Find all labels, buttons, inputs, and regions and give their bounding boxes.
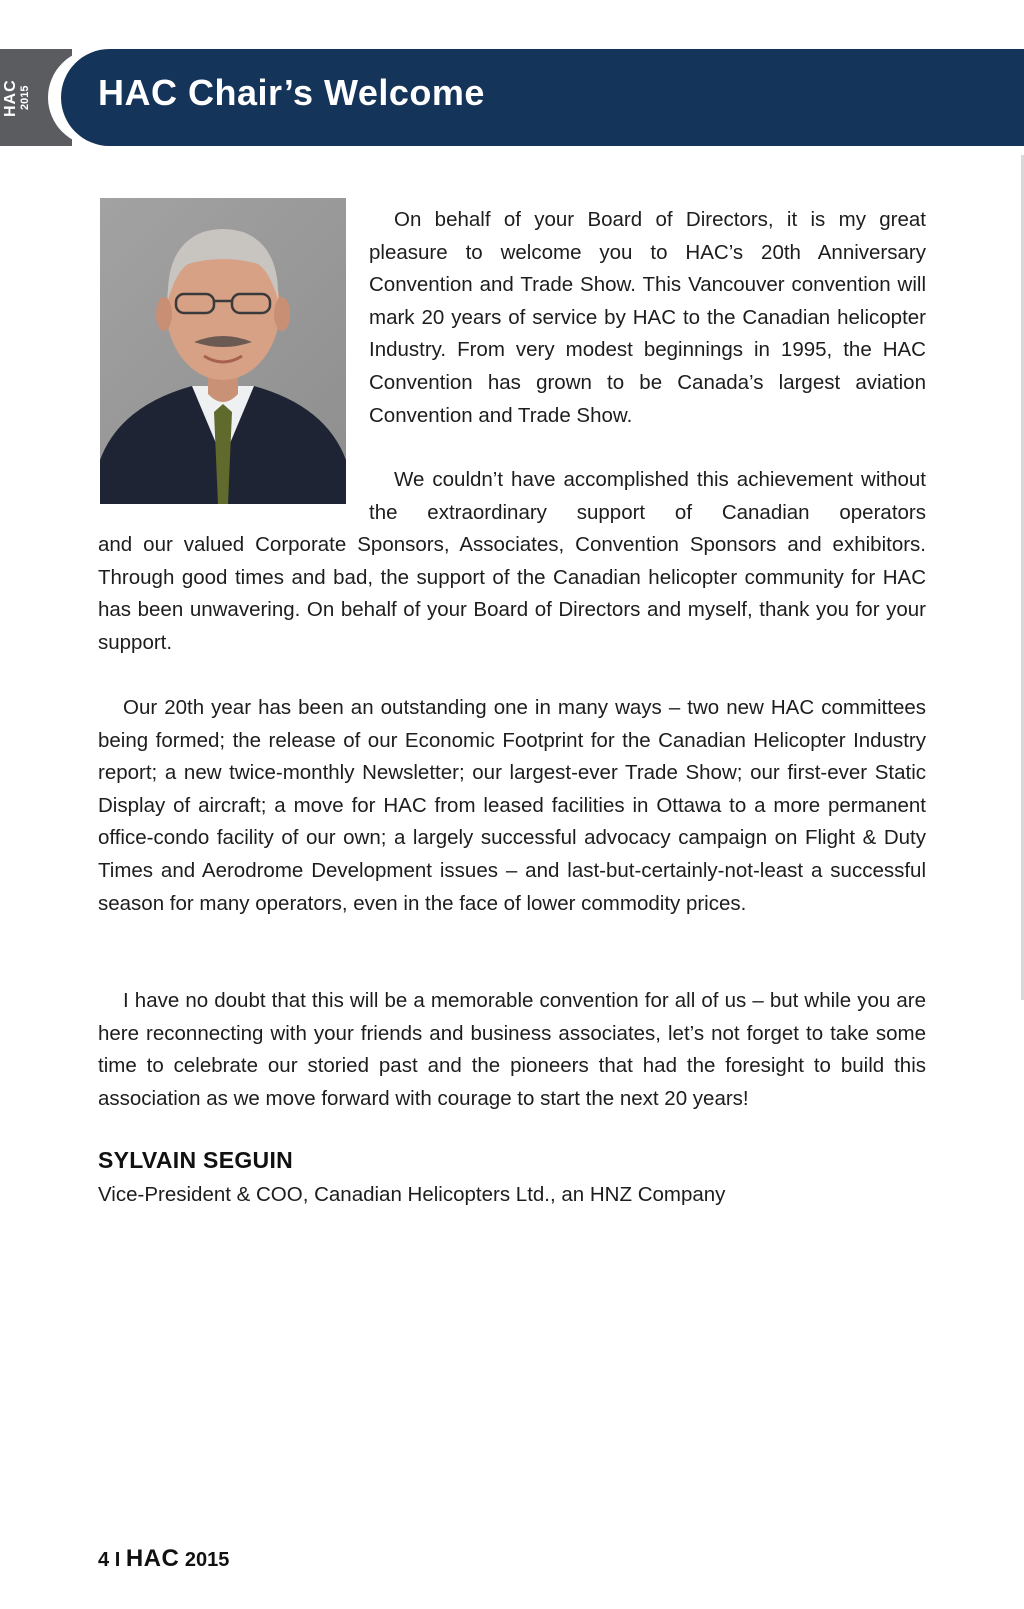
body-paragraph-2-continued: and our valued Corporate Sponsors, Associates, Convention Sponsors and exhibitors. Through good times and bad, the support of the Canadian helicopter community for HAC has been unwavering. On behalf of your Board of Directors and myself, thank you for your support. xyxy=(98,533,926,654)
side-tab-year: 2015 xyxy=(19,85,31,111)
footer-brand: HAC xyxy=(125,1545,180,1572)
body-paragraph-1: On behalf of your Board of Directors, it is my great pleasure to welcome you to HAC’s 20th Anniversary Convention and Trade Show. This Vancouver convention will mark 20 years of service by HAC to the Canadian helicopter Industry. From very modest beginnings in 1995, the HAC Convention has grown to be Canada’s largest aviation Convention and Trade Show. xyxy=(369,208,926,427)
portrait-photo xyxy=(100,198,346,504)
page-footer xyxy=(98,1545,229,1573)
body-paragraph-3: Our 20th year has been an outstanding one in many ways – two new HAC committees being formed; the release of our Economic Footprint for the Canadian Helicopter Industry report; a new twice-monthly Newsletter; our largest-ever Trade Show; our first-ever Static Display of aircraft; a move for HAC from leased facilities in Ottawa to a more permanent office-condo facility of our own; a largely successful advocacy campaign on Flight & Duty Times and Aerodrome Development issues – and last-but-certainly-not-least a successful season for many operators, even in the face of lower commodity prices. xyxy=(98,696,926,915)
page-number: 4 xyxy=(98,1549,110,1571)
page-title: HAC Chair’s Welcome xyxy=(98,72,485,113)
body-paragraph-4: I have no doubt that this will be a memorable convention for all of us – but while you are here reconnecting with your friends and business associates, let’s not forget to take some time to celebrate our storied past and the pioneers that had the foresight to build this association as we move forward with courage to start the next 20 years! xyxy=(98,989,926,1110)
portrait-illustration xyxy=(100,198,346,504)
signature-title: Vice-President & COO, Canadian Helicopters Ltd., an HNZ Company xyxy=(98,1183,726,1206)
body-paragraph-2-start: We couldn’t have accomplished this achievement without the extraordinary support of Canadian operators xyxy=(369,468,926,524)
footer-separator: I xyxy=(114,1549,121,1571)
side-tab-label xyxy=(4,70,38,126)
side-tab-brand: HAC xyxy=(2,79,19,117)
signature-name: SYLVAIN SEGUIN xyxy=(98,1147,294,1173)
footer-year: 2015 xyxy=(184,1549,230,1571)
